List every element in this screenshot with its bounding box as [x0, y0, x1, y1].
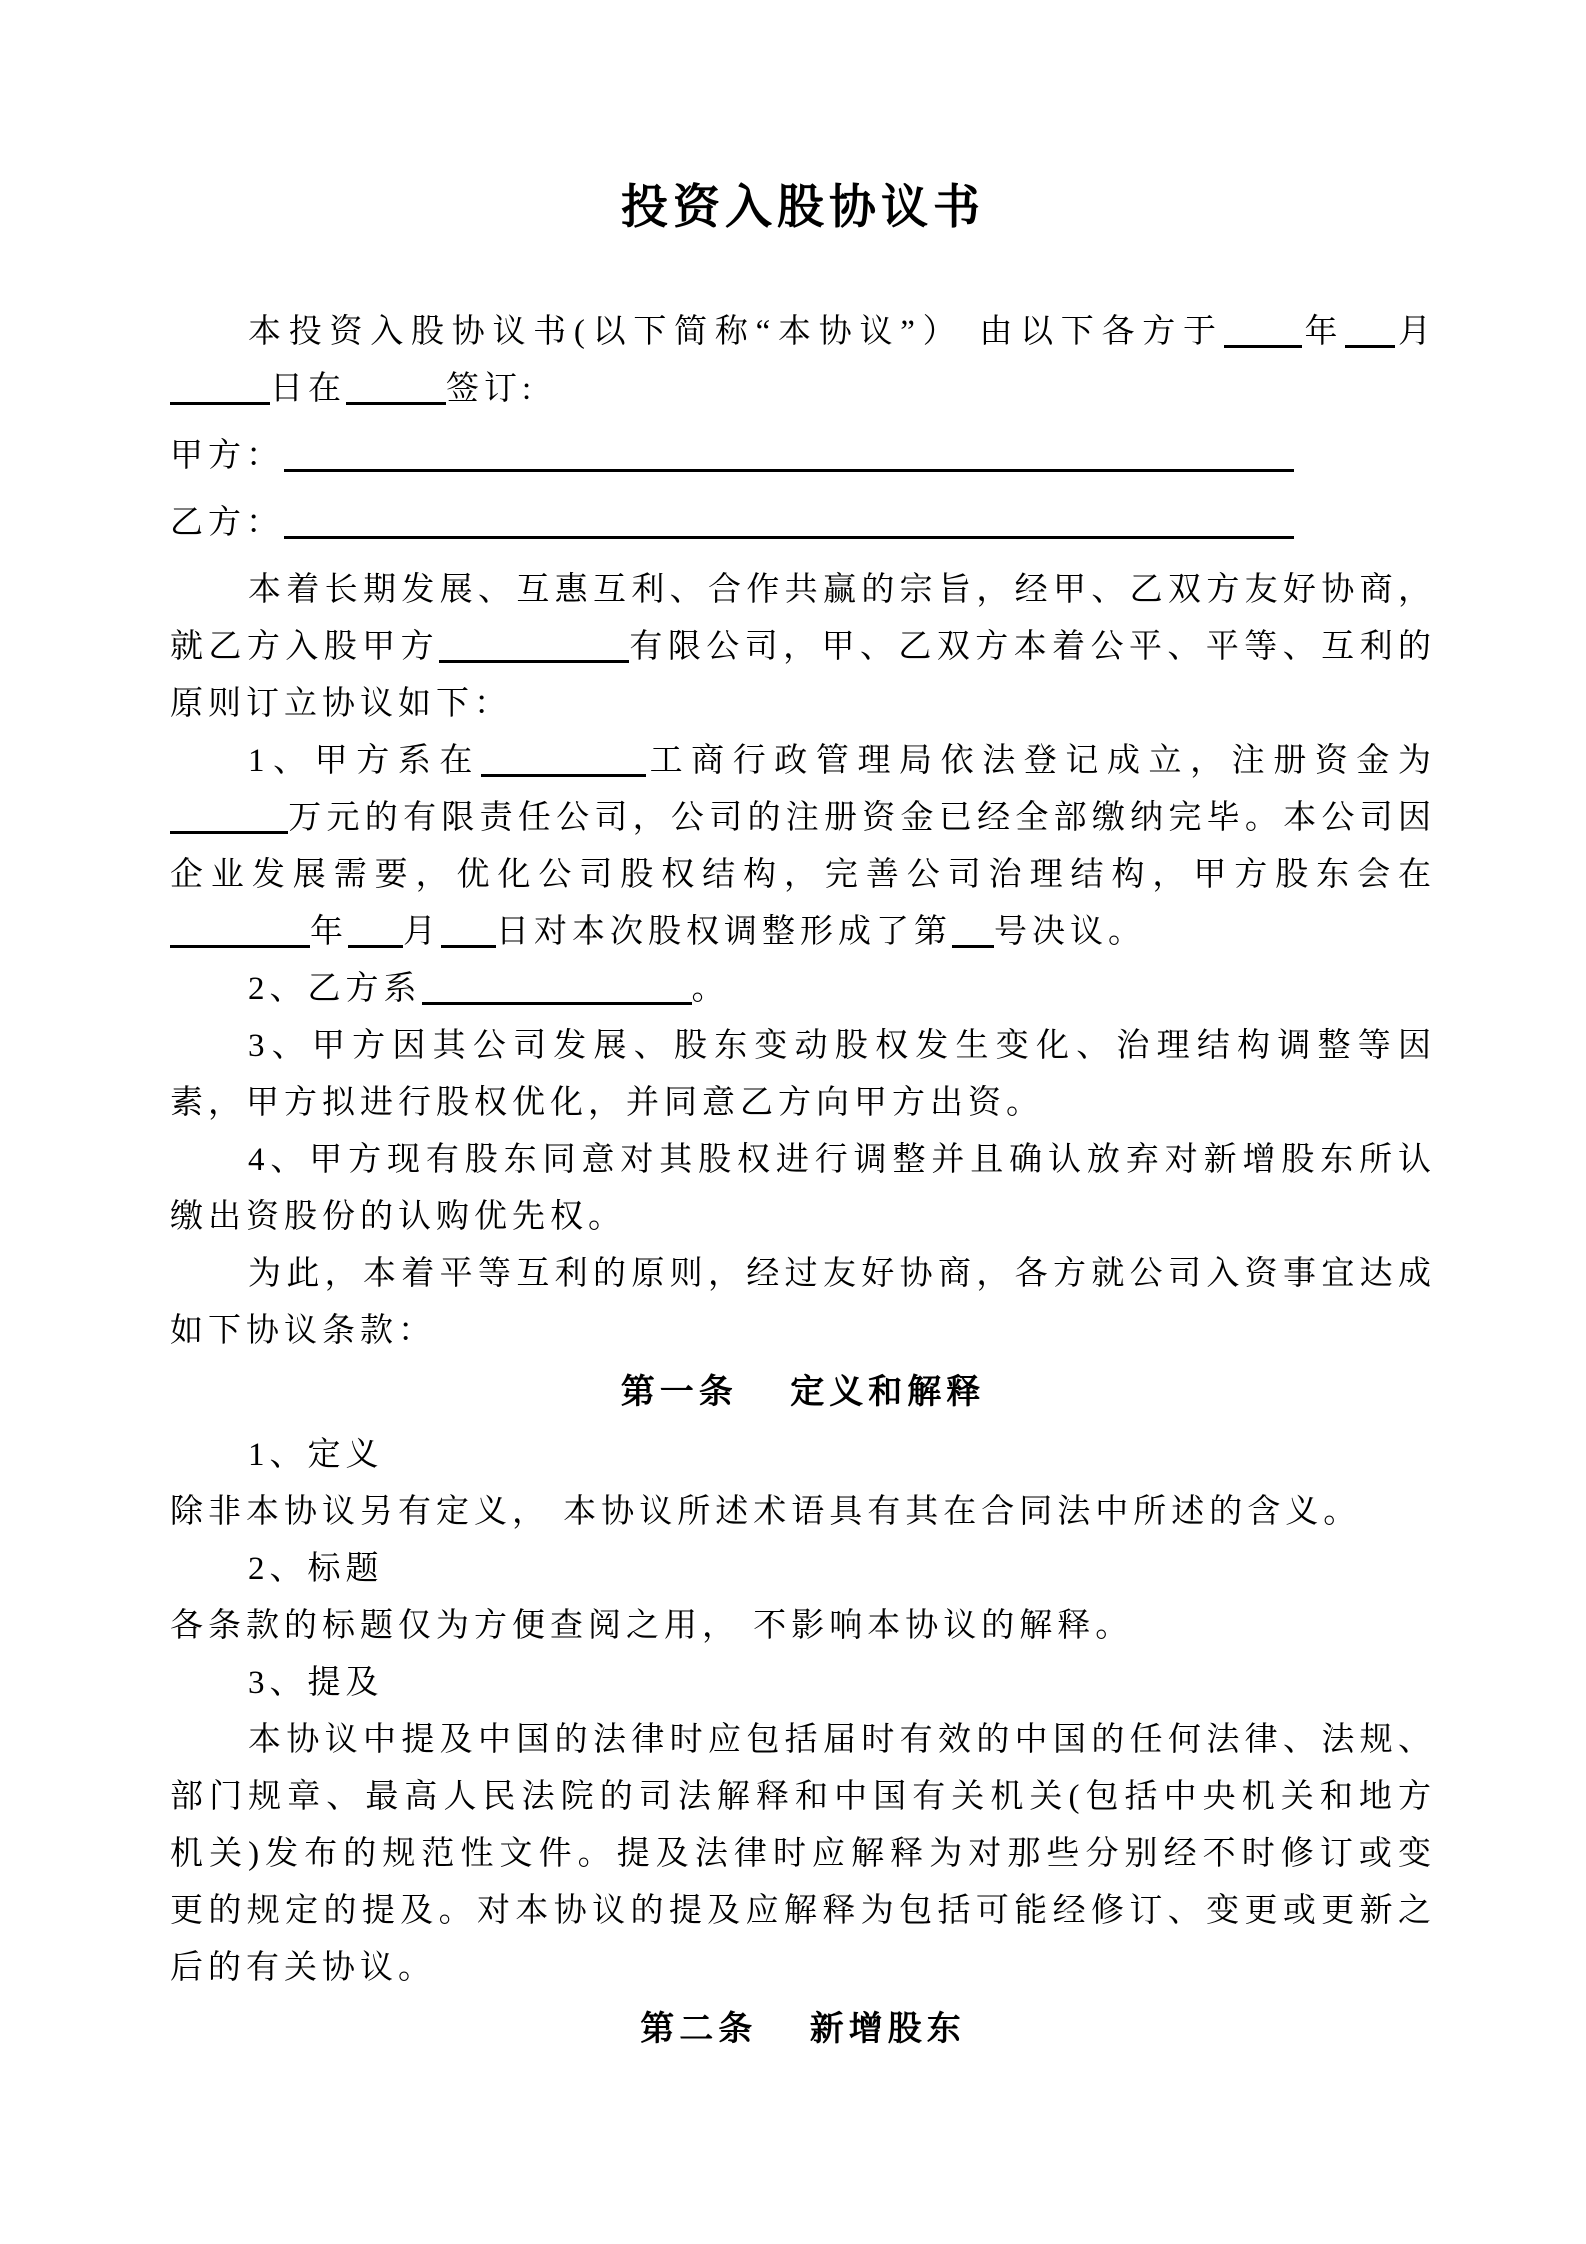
text-run: 2、标题: [248, 1551, 384, 1587]
text-run: 工商行政管理局依法登记成立，注册资金为: [645, 743, 1437, 779]
article-1-item-1-title: [170, 1427, 1436, 1484]
blank-underline-field: [170, 804, 288, 834]
text-run: 本着长期发展、互惠互利、合作共赢的宗旨，经甲、乙双方友好协商，就乙方入股甲方: [170, 572, 1436, 665]
blank-underline-field: [481, 747, 646, 777]
article-1-heading: [170, 1364, 1436, 1421]
lead-in-paragraph: [170, 1246, 1436, 1360]
text-run: 甲方：: [170, 438, 284, 474]
text-run: 为此，本着平等互利的原则，经过友好协商，各方就公司入资事宜达成如下协议条款：: [170, 1256, 1436, 1349]
article-1-item-3-title: [170, 1655, 1436, 1712]
text-run: 3、甲方因其公司发展、股东变动股权发生变化、治理结构调整等因素，甲方拟进行股权优化，并同意乙方向甲方出资。: [170, 1028, 1436, 1121]
blank-underline-field: [1345, 318, 1395, 348]
party-b-line: [170, 495, 1436, 552]
article-1-item-2-body: [170, 1598, 1436, 1655]
recital-1: [170, 733, 1436, 961]
intro-paragraph: [170, 304, 1436, 418]
blank-underline-field: [1224, 318, 1302, 348]
blank-underline-field: [439, 633, 629, 663]
blank-underline-field: [441, 918, 496, 948]
text-run: 2、乙方系: [248, 971, 422, 1007]
text-run: 本协议中提及中国的法律时应包括届时有效的中国的任何法律、法规、部门规章、最高人民法院的司法解释和中国有关机关(包括中央机关和地方机关)发布的规范性文件。提及法律时应解释为对那些分别经不时修订或变更的规定的提及。对本协议的提及应解释为包括可能经修订、变更或更新之后的有关协议。: [170, 1722, 1436, 1986]
text-run: 4、甲方现有股东同意对其股权进行调整并且确认放弃对新增股东所认缴出资股份的认购优先权。: [170, 1142, 1436, 1235]
text-run: 日在: [270, 371, 346, 407]
blank-underline-field: [284, 442, 1294, 472]
text-run: 万元的有限责任公司，公司的注册资金已经全部缴纳完毕。本公司因企业发展需要，优化公司股权结构，完善公司治理结构，甲方股东会在: [170, 800, 1436, 893]
blank-underline-field: [284, 509, 1294, 539]
text-run: 乙方：: [170, 505, 284, 541]
text-run: 除非本协议另有定义， 本协议所述术语具有其在合同法中所述的含义。: [170, 1494, 1362, 1530]
blank-underline-field: [170, 918, 310, 948]
text-run: 。: [691, 971, 730, 1007]
text-run: 月: [1395, 314, 1437, 350]
blank-underline-field: [346, 375, 446, 405]
article-1-item-2-title: [170, 1541, 1436, 1598]
text-run: 各条款的标题仅为方便查阅之用， 不影响本协议的解释。: [170, 1608, 1134, 1644]
document-blocks: [170, 304, 1436, 2058]
blank-underline-field: [170, 375, 270, 405]
text-run: 签订:: [446, 371, 537, 407]
article-1-item-3-body: [170, 1712, 1436, 1997]
recital-2: [170, 961, 1436, 1018]
text-run: 年: [1301, 314, 1346, 350]
text-run: 第一条 定义和解释: [620, 1374, 986, 1411]
text-run: 有限公司，甲、乙双方本着公平、平等、互利的原则订立协议如下：: [170, 629, 1437, 722]
blank-underline-field: [422, 975, 692, 1005]
article-2-heading: [170, 2001, 1436, 2058]
recital-3: [170, 1018, 1436, 1132]
text-run: 本投资入股协议书(以下简称“本协议”） 由以下各方于: [248, 314, 1224, 350]
blank-underline-field: [348, 918, 403, 948]
text-run: 1、甲方系在: [248, 743, 481, 779]
text-run: 1、定义: [248, 1437, 384, 1473]
recital-4: [170, 1132, 1436, 1246]
text-run: 月: [403, 914, 441, 950]
text-run: 3、提及: [248, 1665, 384, 1701]
party-a-line: [170, 428, 1436, 485]
blank-underline-field: [952, 918, 994, 948]
text-run: 日对本次股权调整形成了第: [496, 914, 952, 950]
text-run: 第二条 新增股东: [640, 2011, 966, 2048]
text-run: 号决议。: [994, 914, 1146, 950]
article-1-item-1-body: [170, 1484, 1436, 1541]
text-run: 年: [310, 914, 348, 950]
document-title: 投资入股协议书: [621, 182, 985, 234]
purpose-paragraph: [170, 562, 1436, 733]
